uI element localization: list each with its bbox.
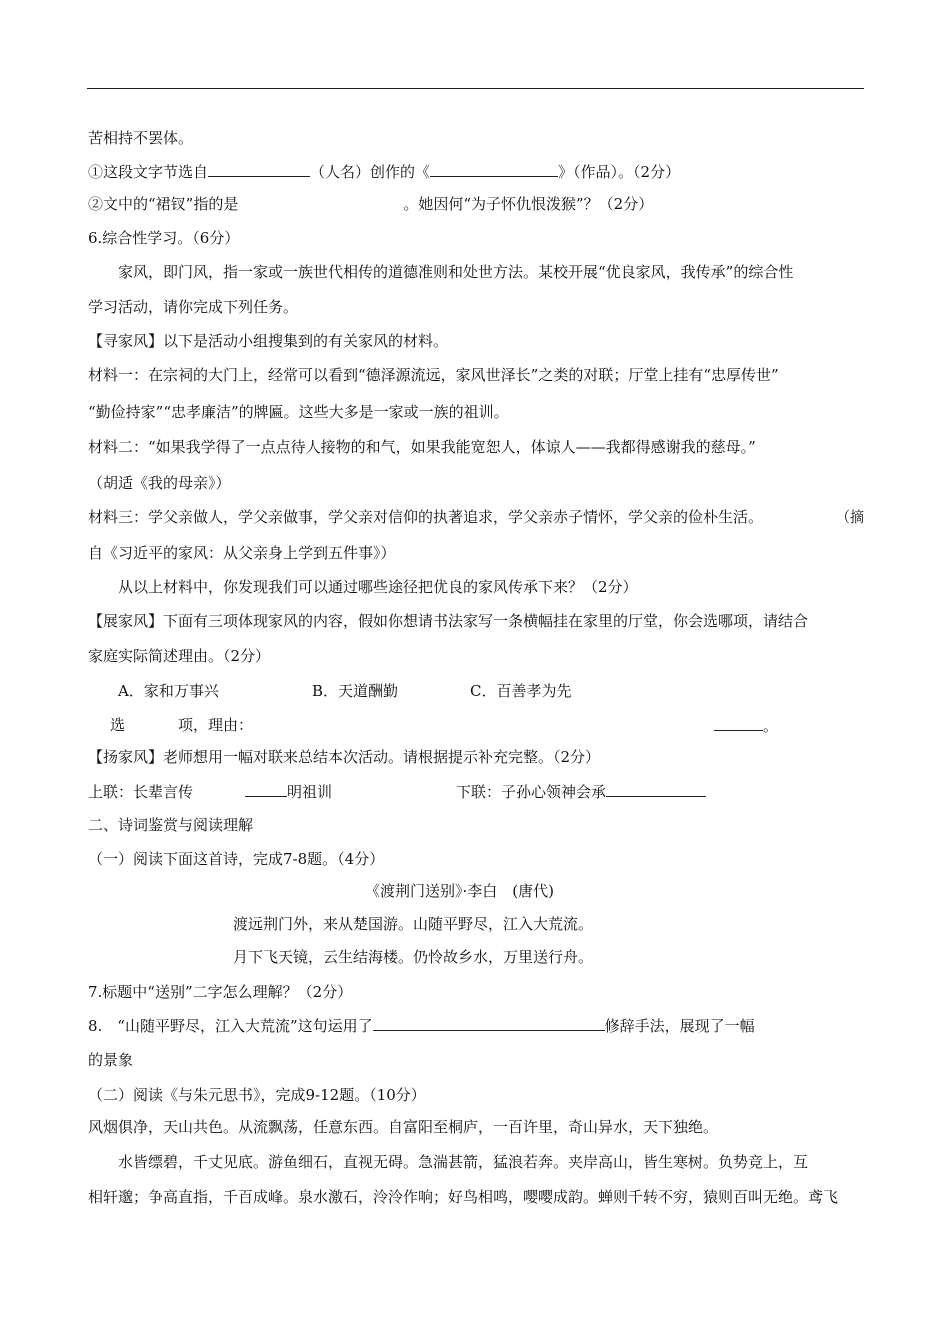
q5-1-part-a: ①这段文字节选自 bbox=[88, 163, 209, 181]
upper-couplet bbox=[88, 781, 332, 802]
part-2-heading: （二）阅读《与朱元思书》，完成9-12题。（10分） bbox=[88, 1086, 426, 1104]
material-2-line: 材料二：“如果我学得了一点点待人接物的和气，如果我能宽恕人，体谅人——我都得感谢我的慈母。” bbox=[88, 438, 756, 456]
option-a[interactable]: A．家和万事兴 bbox=[118, 682, 219, 700]
material-2-source: （胡适《我的母亲》） bbox=[88, 474, 231, 492]
find-heading: 【寻家风】以下是活动小组搜集到的有关家风的材料。 bbox=[88, 332, 449, 350]
reason-blank[interactable] bbox=[714, 715, 763, 731]
poem-title: 《渡荆门送别》·李白 (唐代) bbox=[365, 882, 554, 900]
poem-line: 渡远荆门外，来从楚国游。山随平野尽，江入大荒流。 bbox=[233, 915, 594, 933]
part-1-heading: （一）阅读下面这首诗，完成7-8题。（4分） bbox=[88, 850, 385, 868]
upper-couplet-b: 明祖训 bbox=[287, 783, 333, 801]
q5-2-part-a: ②文中的“裙钗”指的是 bbox=[88, 195, 239, 213]
upper-couplet-a: 上联：长辈言传 bbox=[88, 783, 194, 801]
option-b[interactable]: B．天道酬勤 bbox=[312, 682, 399, 700]
question-7: 7.标题中“送别”二字怎么理解？（2分） bbox=[88, 983, 353, 1001]
q8-part-b: 修辞手法，展现了一幅 bbox=[604, 1017, 755, 1035]
choice-label: 选 bbox=[110, 716, 126, 734]
reason-label: 项，理由： bbox=[178, 716, 254, 734]
intro-line: 学习活动，请你完成下列任务。 bbox=[88, 298, 299, 316]
upper-blank[interactable] bbox=[245, 781, 287, 797]
work-blank[interactable] bbox=[430, 161, 558, 177]
show-heading: 家庭实际简述理由。（2分） bbox=[88, 647, 271, 665]
material-1-line: “勤俭持家”“忠孝廉洁”的牌匾。这些大多是一家或一族的祖训。 bbox=[88, 403, 509, 421]
q8-part-a: 8. “山随平野尽，江入大荒流”这句运用了 bbox=[88, 1017, 373, 1035]
reason-period: 。 bbox=[763, 717, 779, 735]
text-line: 苦相持不罢体。 bbox=[88, 129, 194, 147]
material-3-line-end: （摘 bbox=[836, 508, 865, 526]
poem-line: 月下飞天镜，云生结海楼。仍怜故乡水，万里送行舟。 bbox=[233, 948, 594, 966]
material-3-source: 自《习近平的家风：从父亲身上学到五件事》） bbox=[88, 544, 396, 562]
question-5-1 bbox=[88, 161, 680, 182]
option-c[interactable]: C．百善孝为先 bbox=[470, 682, 572, 700]
question-5-2 bbox=[88, 194, 653, 214]
reason-end bbox=[714, 715, 778, 736]
question-8-end: 的景象 bbox=[88, 1051, 134, 1069]
prose-line: 相轩邈；争高直指，千百成峰。泉水激石，泠泠作响；好鸟相鸣，嘤嘤成韵。蝉则千转不穷，猿则百叫无绝。鸢飞 bbox=[88, 1188, 839, 1206]
find-question: 从以上材料中，你发现我们可以通过哪些途径把优良的家风传承下来？（2分） bbox=[118, 578, 638, 596]
question-6-title: 6.综合性学习。（6分） bbox=[88, 229, 240, 247]
prose-line: 风烟俱净，天山共色。从流飘荡，任意东西。自富阳至桐庐，一百许里，奇山异水，天下独绝。 bbox=[88, 1118, 719, 1136]
question-8 bbox=[88, 1015, 755, 1036]
author-blank[interactable] bbox=[208, 161, 310, 177]
rhetoric-blank[interactable] bbox=[373, 1015, 605, 1031]
header-rule bbox=[87, 88, 864, 89]
show-heading: 【展家风】下面有三项体现家风的内容，假如你想请书法家写一条横幅挂在家里的厅堂，你会选哪项，请结合 bbox=[88, 612, 809, 630]
material-1-line: 材料一：在宗祠的大门上，经常可以看到“德泽源流远，家风世泽长”之类的对联；厅堂上挂有“忠厚传世” bbox=[88, 366, 779, 384]
spread-heading: 【扬家风】老师想用一幅对联来总结本次活动。请根据提示补充完整。（2分） bbox=[88, 748, 601, 766]
prose-line: 水皆缥碧，千丈见底。游鱼细石，直视无碍。急湍甚箭，猛浪若奔。夹岸高山，皆生寒树。负势竞上，互 bbox=[118, 1153, 809, 1171]
material-3-line: 材料三：学父亲做人，学父亲做事，学父亲对信仰的执著追求，学父亲赤子情怀，学父亲的俭朴生活。 bbox=[88, 508, 764, 526]
section-heading: 二、诗词鉴赏与阅读理解 bbox=[88, 816, 254, 834]
q5-1-part-c: 》（作品）。（2分） bbox=[558, 163, 681, 181]
lower-couplet-a: 下联：子孙心领神会承 bbox=[456, 783, 607, 801]
intro-line: 家风，即门风，指一家或一族世代相传的道德准则和处世方法。某校开展“优良家风，我传承”的综合性 bbox=[118, 263, 794, 281]
q5-1-part-b: （人名）创作的《 bbox=[310, 163, 431, 181]
lower-blank[interactable] bbox=[606, 781, 706, 797]
lower-couplet bbox=[456, 781, 706, 802]
q5-2-part-b: 。她因何“为子怀仇恨泼猴”？（2分） bbox=[403, 195, 654, 213]
